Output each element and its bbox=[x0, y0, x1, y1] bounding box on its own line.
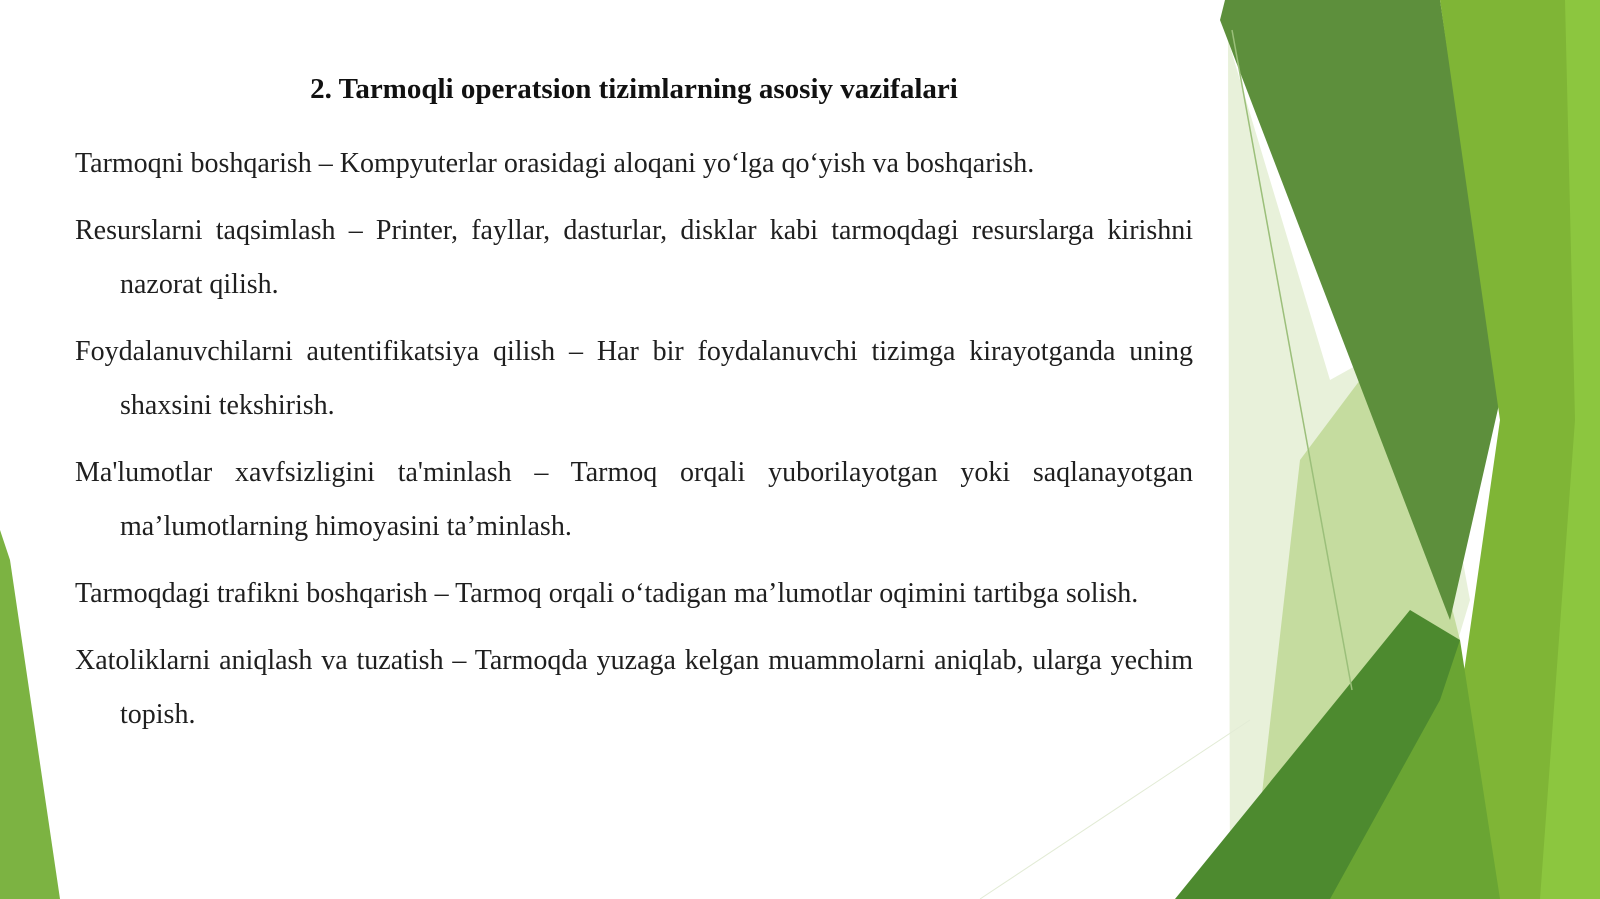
item-description: Tarmoq orqali o‘tadigan ma’lumotlar oqimini tartibga solish. bbox=[455, 577, 1139, 609]
item-separator: – bbox=[534, 456, 549, 488]
list-item bbox=[75, 325, 1193, 433]
item-separator: – bbox=[452, 644, 467, 676]
list-item bbox=[75, 446, 1193, 554]
slide-title: 2. Tarmoqli operatsion tizimlarning asosiy vazifalari bbox=[310, 73, 958, 105]
slide-content bbox=[75, 70, 1193, 755]
item-description: Har bir foydalanuvchi tizimga kirayotganda uning shaxsini tekshirish. bbox=[120, 335, 1194, 421]
item-description: Tarmoq orqali yuborilayotgan yoki saqlanayotgan ma’lumotlarning himoyasini ta’minlash. bbox=[120, 456, 1194, 542]
item-term: Foydalanuvchilarni autentifikatsiya qilish bbox=[75, 335, 556, 367]
item-separator: – bbox=[569, 335, 583, 367]
item-term: Ma'lumotlar xavfsizligini ta'minlash bbox=[75, 456, 512, 488]
item-separator: – bbox=[348, 214, 363, 246]
item-description: Kompyuterlar orasidagi aloqani yo‘lga qo‘yish va boshqarish. bbox=[339, 147, 1035, 179]
list-item bbox=[75, 567, 1193, 621]
list-item bbox=[75, 634, 1193, 742]
item-term: Xatoliklarni aniqlash va tuzatish bbox=[75, 644, 444, 676]
item-term: Tarmoqni boshqarish bbox=[75, 147, 312, 179]
item-term: Resurslarni taqsimlash bbox=[75, 214, 336, 246]
list-item bbox=[75, 137, 1193, 191]
item-description: Tarmoqda yuzaga kelgan muammolarni aniqlab, ularga yechim topish. bbox=[120, 644, 1194, 730]
item-description: Printer, fayllar, dasturlar, disklar kabi tarmoqdagi resurslarga kirishni nazorat qilish. bbox=[120, 214, 1193, 300]
item-term: Tarmoqdagi trafikni boshqarish bbox=[75, 577, 428, 609]
list-item bbox=[75, 204, 1193, 312]
left-green-sliver bbox=[0, 530, 60, 899]
item-separator: – bbox=[434, 577, 449, 609]
item-separator: – bbox=[318, 147, 333, 179]
